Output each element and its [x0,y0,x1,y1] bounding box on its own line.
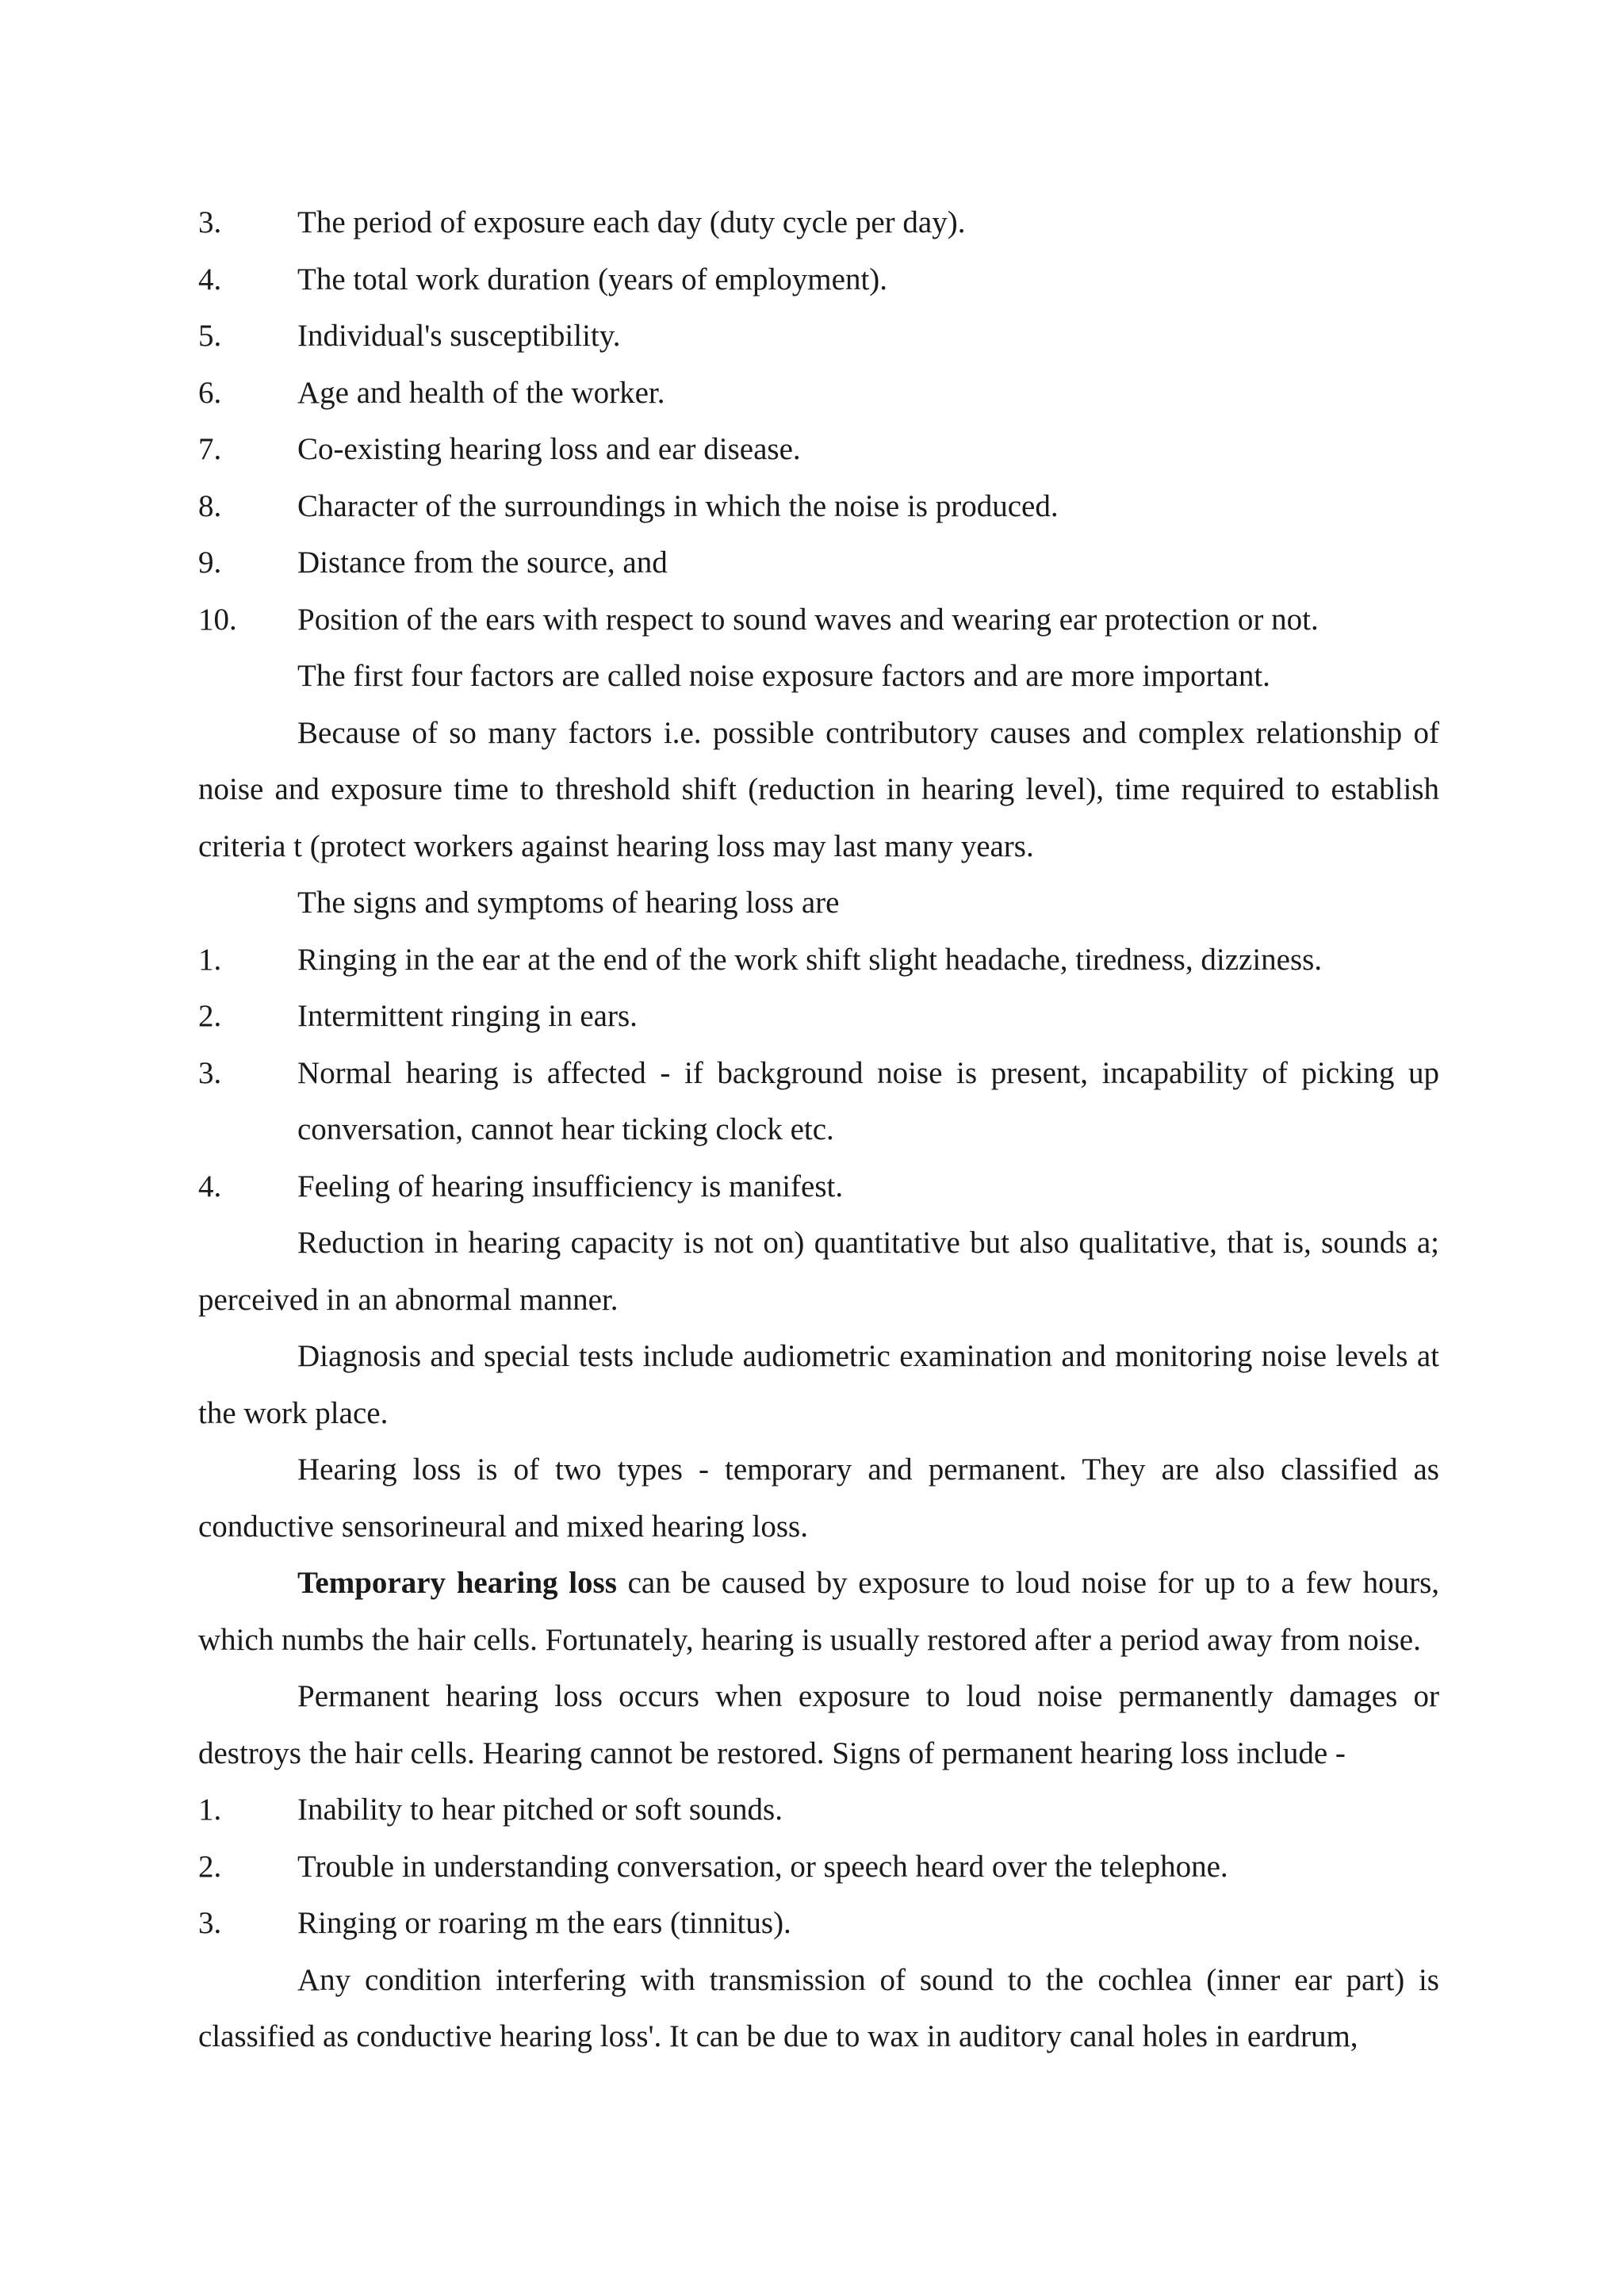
paragraph-contributory-factors: Because of so many factors i.e. possible contributory causes and complex relationship of noise and exposure time to threshold shift (reduction in hearing level), time required to establish criteria t (protect workers against hearing loss may last many years. [198,715,1439,863]
list-item [198,1158,1439,1215]
list-item-text: The period of exposure each day (duty cycle per day). [297,205,966,239]
list-item-number: 1. [198,1793,222,1827]
list-item-text: Normal hearing is affected - if background noise is present, incapability of picking up conversation, cannot hear ticking clock etc. [297,1055,1439,1146]
list-item-text: Feeling of hearing insufficiency is manifest. [297,1169,844,1203]
list-item-number: 6. [198,375,222,410]
list-item-number: 10. [198,602,237,637]
list-item-number: 4. [198,262,222,297]
list-item-text: Trouble in understanding conversation, or speech heard over the telephone. [297,1849,1228,1884]
list-item-text: The total work duration (years of employment). [297,262,888,297]
bold-term-temporary-hearing-loss: Temporary hearing loss [297,1566,617,1600]
list-item [198,591,1439,649]
list-item [198,308,1439,365]
paragraph-temporary-text: can be caused by exposure to loud noise for up to a few hours, which numbs the hair cells. Fortunately, hearing is usually restored after a period away from noise. [198,1566,1440,1657]
paragraph-first-four-factors: The first four factors are called noise exposure factors and are more important. [297,659,1270,693]
list-item-number: 7. [198,432,222,466]
list-item [198,478,1439,535]
list-item-number: 2. [198,1849,222,1884]
paragraph-temporary-hearing-loss [198,1555,1439,1668]
list-item-number: 8. [198,488,222,523]
list-item [198,932,1439,989]
list-item-number: 3. [198,1055,222,1090]
paragraph-diagnosis: Diagnosis and special tests include audiometric examination and monitoring noise levels at the work place. [198,1339,1439,1430]
list-item-text: Age and health of the worker. [297,375,665,410]
list-item-number: 1. [198,942,222,977]
list-item-text: Distance from the source, and [297,545,668,580]
list-item-text: Ringing or roaring m the ears (tinnitus). [297,1906,791,1940]
list-item-text: Ringing in the ear at the end of the work shift slight headache, tiredness, dizziness. [297,942,1323,977]
list-item [198,988,1439,1045]
paragraph-reduction: Reduction in hearing capacity is not on) quantitative but also qualitative, that is, sounds a; perceived in an abnormal manner. [198,1226,1439,1317]
paragraph-permanent-hearing-loss: Permanent hearing loss occurs when exposure to loud noise permanently damages or destroys the hair cells. Hearing cannot be restored. Signs of permanent hearing loss include - [198,1679,1439,1770]
list-item [198,1839,1439,1896]
list-item-number: 4. [198,1169,222,1203]
paragraph-hearing-loss-types: Hearing loss is of two types - temporary and permanent. They are also classified as conductive sensorineural and mixed hearing loss. [198,1452,1439,1544]
list-item [198,1781,1439,1839]
list-item [198,534,1439,591]
list-item [198,251,1439,308]
list-item-number: 5. [198,319,222,353]
list-item [198,421,1439,478]
list-item-text: Inability to hear pitched or soft sounds. [297,1793,783,1827]
list-item [198,1045,1439,1158]
list-item [198,1895,1439,1952]
list-item-text: Position of the ears with respect to sound waves and wearing ear protection or not. [297,602,1319,637]
list-item-text: Individual's susceptibility. [297,319,621,353]
list-item-text: Character of the surroundings in which the noise is produced. [297,488,1059,523]
list-item-number: 3. [198,1906,222,1940]
list-item-text: Intermittent ringing in ears. [297,999,638,1033]
paragraph-conductive-hearing-loss: Any condition interfering with transmission of sound to the cochlea (inner ear part) is classified as conductive hearing loss'. It can be due to wax in auditory canal holes in eardrum, [198,1962,1439,2053]
list-item-text: Co-existing hearing loss and ear disease. [297,432,801,466]
list-item [198,194,1439,251]
list-item-number: 9. [198,545,222,580]
list-item-number: 2. [198,999,222,1033]
document-page [198,194,1439,2065]
list-item-number: 3. [198,205,222,239]
paragraph-signs-intro: The signs and symptoms of hearing loss are [297,886,840,920]
list-item [198,365,1439,422]
